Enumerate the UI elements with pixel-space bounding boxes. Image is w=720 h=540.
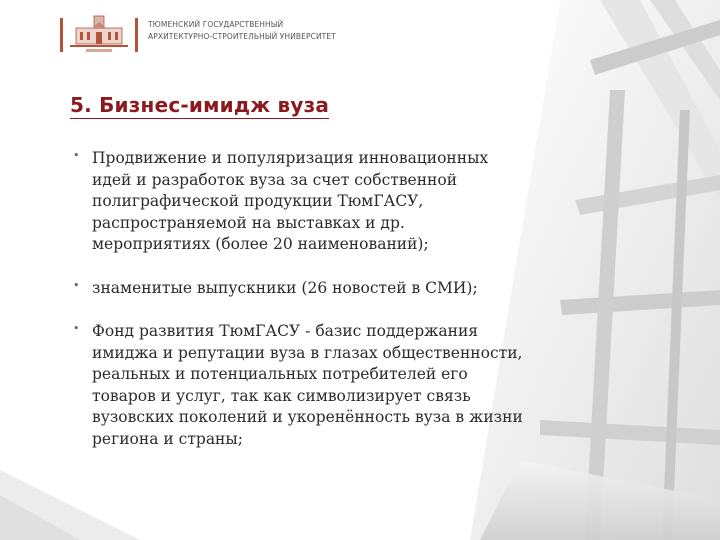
university-name-line2: АРХИТЕКТУРНО-СТРОИТЕЛЬНЫЙ УНИВЕРСИТЕТ — [148, 32, 336, 41]
bullet-text — [92, 148, 603, 256]
text-line: Продвижение и популяризация инновационных — [92, 149, 489, 167]
university-logo — [60, 14, 138, 54]
bullet-dot-icon: • — [73, 278, 80, 292]
bullet-list — [73, 148, 603, 472]
bullet-item — [73, 321, 603, 450]
text-line: вузовских поколений и укоренённость вуза в жизни — [92, 408, 523, 426]
bullet-dot-icon: • — [73, 322, 80, 335]
text-line: полиграфической продукции ТюмГАСУ, — [92, 192, 424, 210]
bullet-text — [92, 321, 603, 450]
text-line: знаменитые выпускники (26 новостей в СМИ); — [92, 278, 478, 297]
text-line: распространяемой на выставках и др. — [92, 213, 405, 232]
bullet-dot-icon: • — [73, 149, 80, 162]
text-line: имиджа и репутации вуза в глазах общественности, — [92, 343, 523, 362]
bullet-item — [73, 278, 603, 300]
text-line: региона и страны; — [92, 429, 243, 448]
text-line: Фонд развития ТюмГАСУ - базис поддержания — [92, 322, 479, 340]
university-name — [148, 19, 336, 43]
slide-title: 5. Бизнес-имидж вуза — [70, 93, 330, 117]
text-line: реальных и потенциальных потребителей его — [92, 365, 468, 383]
text-line: мероприятиях (более 20 наименований); — [92, 235, 429, 253]
bullet-item — [73, 148, 603, 256]
text-line: идей и разработок вуза за счет собственной — [92, 170, 458, 189]
university-name-line1: ТЮМЕНСКИЙ ГОСУДАРСТВЕННЫЙ — [148, 20, 284, 29]
bullet-text — [92, 278, 603, 300]
text-line: товаров и услуг, так как символизирует связь — [92, 386, 471, 405]
